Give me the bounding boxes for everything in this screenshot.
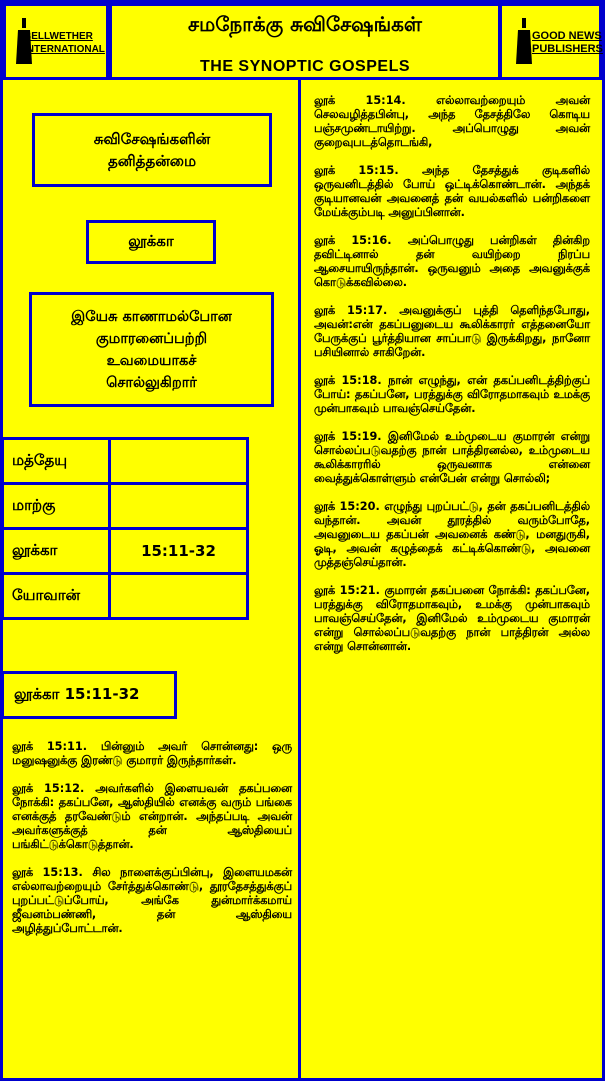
book-cell: மாற்கு: [3, 484, 110, 529]
summary-line-3: உவமையாகச்: [106, 352, 197, 369]
logo-line-2: PUBLISHERS: [532, 43, 603, 55]
verse-paragraph: லூக் 15:16. அப்பொழுது பன்றிகள் தின்கிற தவிட்டினால் தன் வயிற்றை நிரப்ப ஆசையாயிருந்தான். ஒருவனும் அதை அவனுக்குக் கொடுக்கவில்லை.: [314, 234, 590, 289]
good-news-logo: [499, 3, 602, 80]
heading-line-2: தனித்தன்மை: [107, 152, 197, 170]
verse-paragraph: லூக் 15:14. எல்லாவற்றையும் அவன் செலவழித்தபின்பு, அந்த தேசத்திலே கொடிய பஞ்சமுண்டாயிற்று. அப்பொழுது அவன் குறைவுபடத்தொடங்கி,: [314, 94, 590, 149]
column-divider: [298, 80, 301, 1081]
verse-paragraph: லூக் 15:19. இனிமேல் உம்முடைய குமாரன் என்று சொல்லப்படுவதற்கு நான் பாத்திரனல்ல, உம்முடைய கூலிக்காரரில் ஒருவனாக என்னை வைத்துக்கொள்ளும் என்பேன் என்று சொல்லி;: [314, 430, 590, 485]
ref-cell: [110, 439, 248, 484]
page-title-english: THE SYNOPTIC GOSPELS: [199, 58, 411, 75]
summary-line-2: குமாரனைப்பற்றி: [95, 330, 208, 347]
book-cell: லூக்கா: [3, 529, 110, 574]
verse-paragraph: லூக் 15:17. அவனுக்குப் புத்தி தெளிந்தபோது, அவன்:என் தகப்பனுடைய கூலிக்காரர் எத்தனையோ பேருக்குப் பூர்த்தியான சாப்பாடு இருக்கிறது, நானோ பசியினால் சாகிறேன்.: [314, 304, 590, 359]
verse-paragraph: லூக் 15:21. குமாரன் தகப்பனை நோக்கி: தகப்பனே, பரத்துக்கு விரோதமாகவும், உமக்கு முன்பாகவும் பாவஞ்செய்தேன், இனிமேல் உம்முடைய குமாரன் என்று சொல்லப்படுவதற்கு நான் பாத்திரன் அல்ல என்று சொன்னான்.: [314, 584, 590, 653]
heading-line-1: சுவிசேஷங்களின்: [93, 130, 211, 148]
table-row: [3, 484, 248, 529]
tower-icon: [514, 16, 534, 66]
verse-paragraph: லூக் 15:18. நான் எழுந்து, என் தகப்பனிடத்திற்குப் போய்: தகப்பனே, பரத்துக்கு விரோதமாகவும் உமக்கு முன்பாகவும் பாவஞ்செய்தேன்.: [314, 374, 590, 415]
ref-cell: 15:11-32: [110, 529, 248, 574]
verse-paragraph: லூக் 15:15. அந்த தேசத்துக் குடிகளில் ஒருவனிடத்தில் போய் ஒட்டிக்கொண்டான். அந்தக் குடியானவன் அவனைத் தன் வயல்களில் பன்றிகளை மேய்க்கும்படி அனுப்பினான்.: [314, 164, 590, 219]
summary-line-4: சொல்லுகிறார்: [106, 374, 197, 391]
verse-paragraph: லூக் 15:20. எழுந்து புறப்பட்டு, தன் தகப்பனிடத்தில் வந்தான். அவன் தூரத்தில் வரும்போதே, அவனுடைய தகப்பன் அவனைக் கண்டு, மனதுருகி, ஓடி, அவன் கழுத்தைக் கட்டிக்கொண்டு, அவனை முத்தஞ்செய்தான்.: [314, 500, 590, 569]
logo-line-1: BELLWETHER: [24, 31, 93, 42]
verse-paragraph: லூக் 15:12. அவர்களில் இளையவன் தகப்பனை நோக்கி: தகப்பனே, ஆஸ்தியில் எனக்கு வரும் பங்கை எனக்குத் தரவேண்டும் என்றான். அந்தப்படி அவன் அவர்களுக்குத் தன் ஆஸ்தியைப் பங்கிட்டுக்கொடுத்தான்.: [12, 782, 292, 851]
ref-cell: [110, 574, 248, 619]
verses-right-column: [314, 94, 590, 668]
table-row: [3, 439, 248, 484]
passage-ref-box: [1, 671, 177, 719]
verse-paragraph: லூக் 15:11. பின்னும் அவர் சொன்னது: ஒரு மனுஷனுக்கு இரண்டு குமாரர் இருந்தார்கள்.: [12, 740, 292, 767]
title-box: [109, 3, 501, 80]
passage-ref: லூக்கா 15:11-32: [14, 685, 140, 703]
logo-line-2: INTERNATIONAL: [24, 44, 105, 55]
verses-left-column: [12, 740, 292, 950]
summary-box: [29, 292, 274, 407]
verse-paragraph: லூக் 15:13. சில நாளைக்குப்பின்பு, இளையமகன் எல்லாவற்றையும் சேர்த்துக்கொண்டு, தூரதேசத்துக்குப் புறப்பட்டுப்போய், அங்கே துன்மார்க்கமாய் ஜீவனம்பண்ணி, தன் ஆஸ்தியை அழித்துப்போட்டான்.: [12, 866, 292, 935]
table-row: [3, 529, 248, 574]
gospel-reference-table: [1, 437, 249, 620]
ref-cell: [110, 484, 248, 529]
summary-line-1: இயேசு காணாமல்போன: [71, 308, 232, 325]
book-cell: யோவான்: [3, 574, 110, 619]
table-row: [3, 574, 248, 619]
page-title-tamil: சமநோக்கு சுவிசேஷங்கள்: [188, 12, 422, 36]
bellwether-logo: [3, 3, 109, 80]
logo-line-1: GOOD NEWS: [532, 30, 602, 42]
gospel-name: லூக்கா: [128, 232, 174, 250]
gospel-name-box: [86, 220, 216, 264]
book-cell: மத்தேயு: [3, 439, 110, 484]
uniqueness-heading: [32, 113, 272, 187]
